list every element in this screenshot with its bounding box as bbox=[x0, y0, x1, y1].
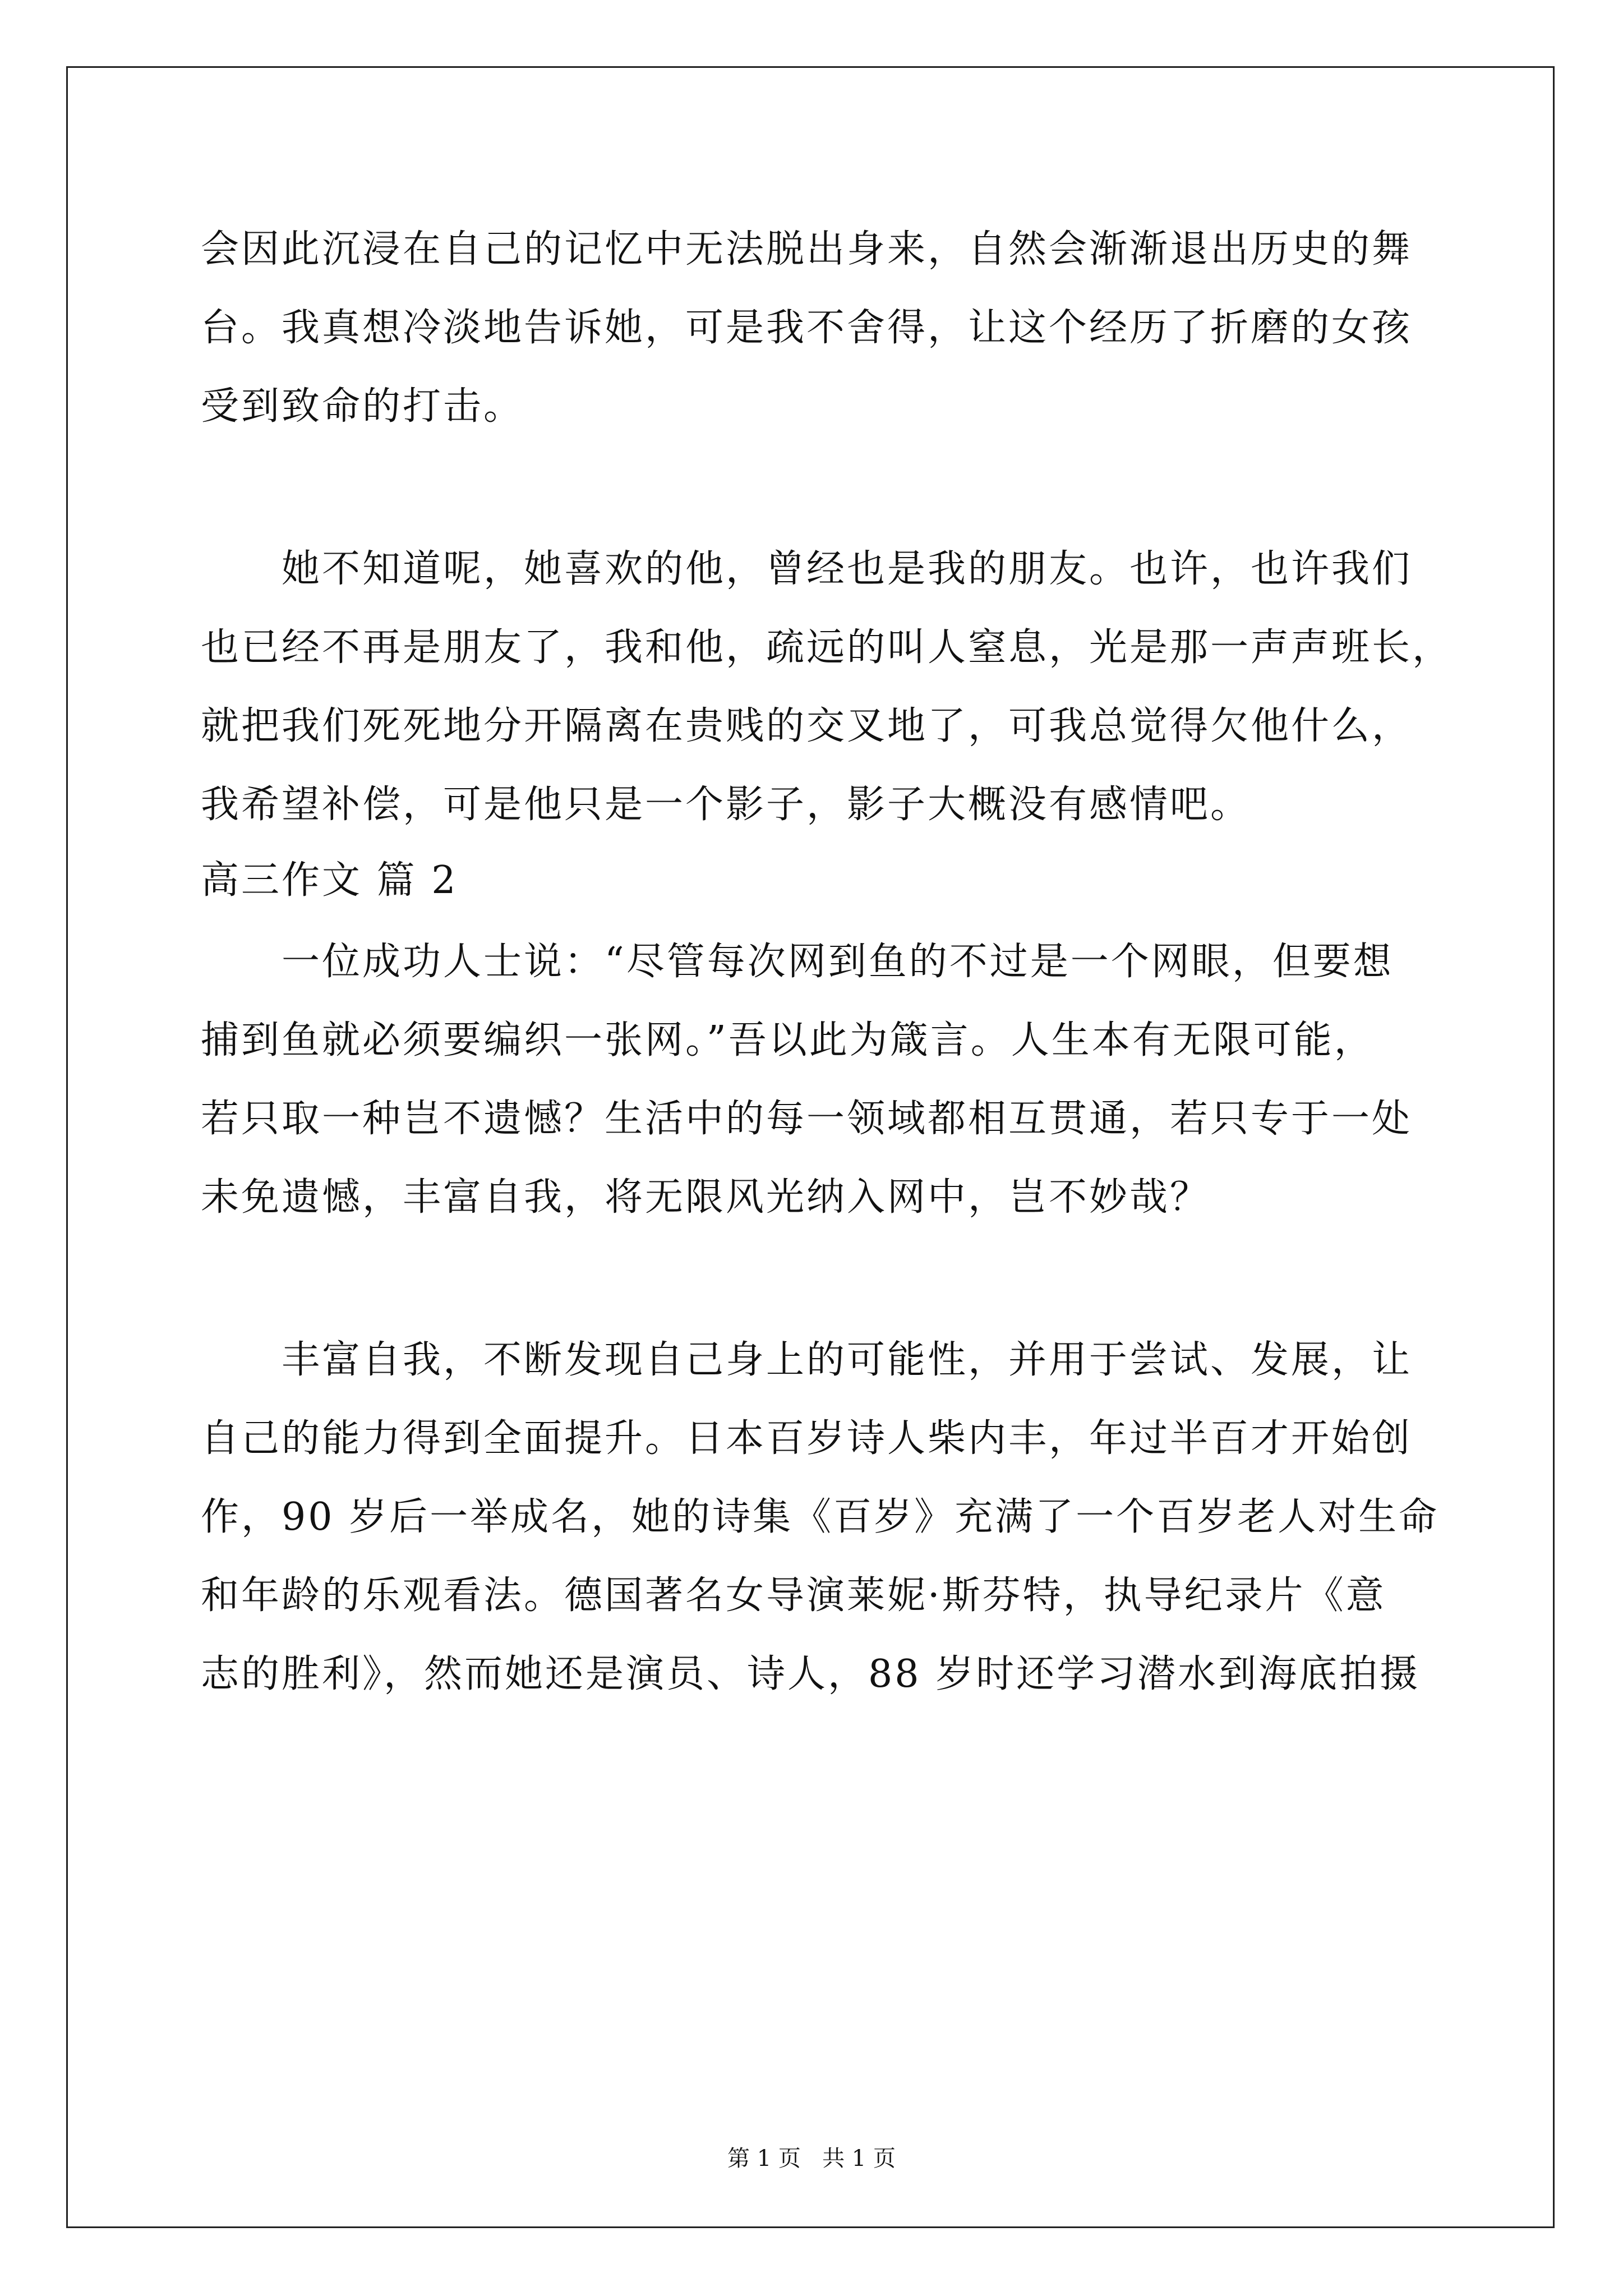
text-line: 和年龄的乐观看法。德国著名女导演莱妮·斯芬特，执导纪录片《意 bbox=[201, 1573, 1386, 1618]
text-line: 我希望补偿，可是他只是一个影子，影子大概没有感情吧。 bbox=[201, 783, 1251, 827]
text-line: 就把我们死死地分开隔离在贵贱的交叉地了，可我总觉得欠他什么， bbox=[201, 704, 1413, 748]
text-line: 自己的能力得到全面提升。日本百岁诗人柴内丰，年过半百才开始创 bbox=[201, 1416, 1413, 1461]
text-line: 捕到鱼就必须要编织一张网。”吾以此为箴言。人生本有无限可能， bbox=[201, 1018, 1375, 1062]
text-line: 也已经不再是朋友了，我和他，疏远的叫人窒息，光是那一声声班长， bbox=[201, 625, 1453, 670]
text-line: 丰富自我，不断发现自己身上的可能性，并用于尝试、发展，让 bbox=[282, 1338, 1413, 1382]
text-line: 一位成功人士说：“尽管每次网到鱼的不过是一个网眼，但要想 bbox=[282, 940, 1394, 984]
text-line: 作，90 岁后一举成名，她的诗集《百岁》充满了一个百岁老人对生命 bbox=[201, 1495, 1440, 1539]
section-heading: 高三作文 篇 2 bbox=[201, 858, 458, 903]
text-line: 她不知道呢，她喜欢的他，曾经也是我的朋友。也许，也许我们 bbox=[282, 547, 1413, 591]
page-footer: 第 1 页 共 1 页 bbox=[727, 2146, 896, 2171]
text-line: 会因此沉浸在自己的记忆中无法脱出身来，自然会渐渐退出历史的舞 bbox=[201, 227, 1413, 272]
text-line: 受到致命的打击。 bbox=[201, 384, 524, 429]
text-line: 台。我真想冷淡地告诉她，可是我不舍得，让这个经历了折磨的女孩 bbox=[201, 306, 1413, 350]
text-line: 志的胜利》，然而她还是演员、诗人，88 岁时还学习潜水到海底拍摄 bbox=[201, 1652, 1421, 1696]
text-line: 若只取一种岂不遗憾？生活中的每一领域都相互贯通，若只专于一处 bbox=[201, 1097, 1413, 1141]
text-line: 未免遗憾，丰富自我，将无限风光纳入网中，岂不妙哉？ bbox=[201, 1175, 1211, 1220]
